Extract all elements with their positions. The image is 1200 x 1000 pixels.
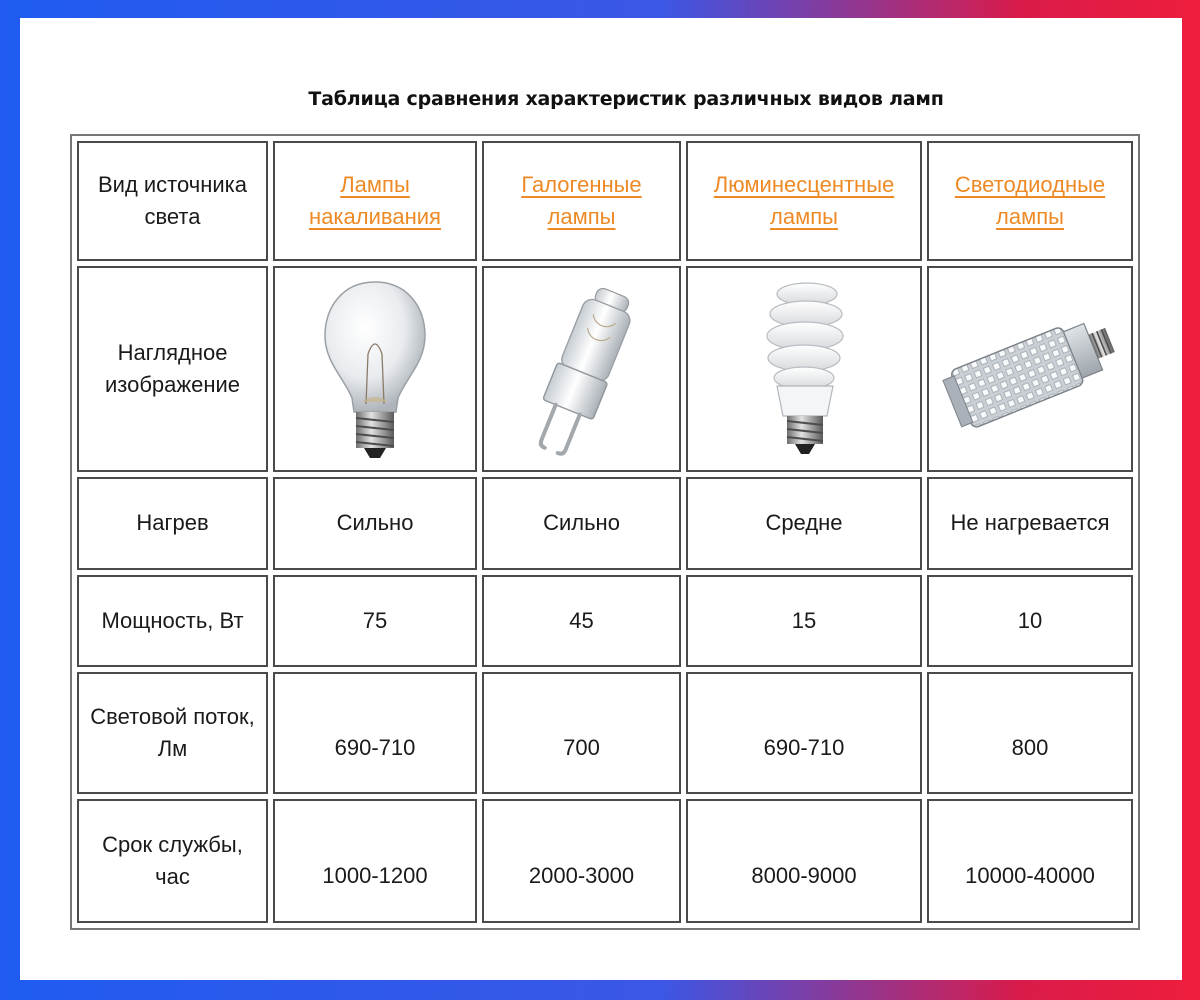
table-row (77, 672, 1133, 794)
value-cell: Средне (686, 477, 922, 569)
value-cell: 8000-9000 (686, 799, 922, 923)
lamp-link-led[interactable]: Светодиодные лампы (954, 172, 1106, 230)
value-cell: 45 (482, 575, 681, 667)
value-cell: Не нагревается (927, 477, 1133, 569)
row-label: Световой поток, Лм (90, 703, 255, 761)
image-cell (927, 266, 1133, 472)
table-row (77, 575, 1133, 667)
value-cell: Сильно (482, 477, 681, 569)
row-label-cell (77, 266, 268, 472)
value-cell: 700 (482, 672, 681, 794)
lamp-link-incandescent[interactable]: Лампы накаливания (309, 172, 441, 230)
led-corn-lamp-icon (935, 289, 1125, 449)
row-label: Наглядное изображение (104, 340, 241, 398)
row-label-cell (77, 477, 268, 569)
header-cell (686, 141, 922, 261)
value-cell: 1000-1200 (273, 799, 477, 923)
image-row (77, 266, 1133, 472)
header-cell (482, 141, 681, 261)
image-cell (482, 266, 681, 472)
value-cell: 2000-3000 (482, 799, 681, 923)
value-cell: 10000-40000 (927, 799, 1133, 923)
row-label: Нагрев (136, 510, 209, 536)
lamp-link-halogen[interactable]: Галогенные лампы (521, 172, 642, 230)
lamp-link-fluorescent[interactable]: Люминесцентные лампы (713, 172, 895, 230)
image-cell (273, 266, 477, 472)
value-cell: 690-710 (686, 672, 922, 794)
row-label: Срок службы, час (102, 831, 243, 889)
comparison-table (70, 134, 1140, 930)
header-cell (273, 141, 477, 261)
row-label-cell (77, 799, 268, 923)
value-cell: 15 (686, 575, 922, 667)
header-label: Вид источника света (97, 172, 248, 230)
halogen-capsule-icon (517, 274, 647, 464)
image-cell (686, 266, 922, 472)
fluorescent-spiral-icon (749, 274, 859, 464)
row-label-cell (77, 575, 268, 667)
page-title: Таблица сравнения характеристик различных видов ламп (308, 88, 944, 110)
incandescent-bulb-icon (320, 274, 430, 464)
table-row (77, 799, 1133, 923)
header-cell (927, 141, 1133, 261)
header-row (77, 141, 1133, 261)
value-cell: 10 (927, 575, 1133, 667)
row-label: Мощность, Вт (101, 607, 244, 633)
content-card (20, 18, 1182, 980)
value-cell: 690-710 (273, 672, 477, 794)
table-row (77, 477, 1133, 569)
value-cell: 75 (273, 575, 477, 667)
header-label-cell (77, 141, 268, 261)
value-cell: 800 (927, 672, 1133, 794)
value-cell: Сильно (273, 477, 477, 569)
row-label-cell (77, 672, 268, 794)
